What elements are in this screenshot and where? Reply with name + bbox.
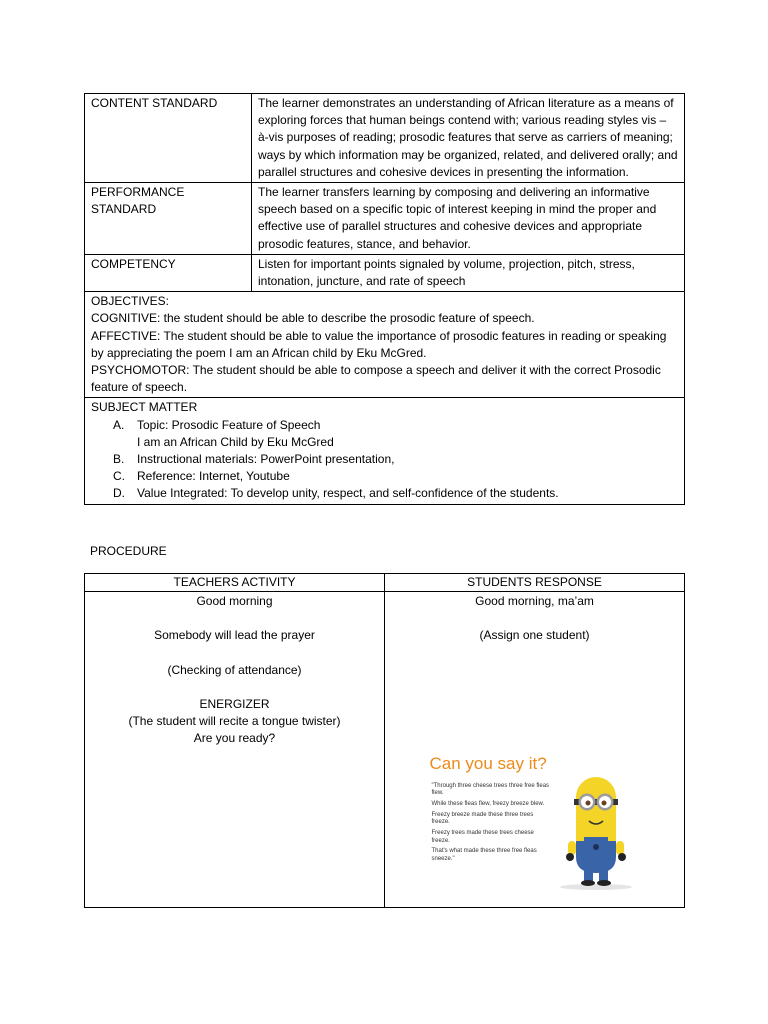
- materials-text: Instructional materials: PowerPoint presentation,: [137, 452, 395, 467]
- content-standard-row: [85, 94, 685, 183]
- objective-cognitive: COGNITIVE: the student should be able to describe the prosodic feature of speech.: [91, 311, 535, 326]
- slide-line: "Through three cheese trees three free fleas flew.: [431, 782, 550, 797]
- teacher-activity-cell: [85, 592, 385, 908]
- teacher-ready: Are you ready?: [193, 731, 276, 746]
- content-standard-text: The learner demonstrates an understanding of African literature as a means of exploring forces that human beings contend with; various reading styles vis – à-vis purposes of reading; prosodic features that serve as carriers of meaning; ways by which information may be organized, related, and delivered orally; and parallel structures and cohesive devices in presenting the information.: [252, 94, 685, 183]
- list-item: [113, 417, 678, 451]
- student-prayer: (Assign one student): [479, 628, 590, 643]
- list-marker: C.: [113, 469, 125, 484]
- list-item: [113, 485, 678, 502]
- slide-lines: [432, 783, 552, 867]
- list-marker: D.: [113, 486, 125, 501]
- reference-text: Reference: Internet, Youtube: [137, 469, 290, 484]
- minion-illustration: [550, 771, 642, 891]
- competency-label: COMPETENCY: [85, 254, 252, 291]
- procedure-body-row: [85, 592, 685, 908]
- slide-title: Can you say it?: [429, 753, 547, 773]
- slide-line: While these fleas flew, freezy breeze blew.: [431, 800, 545, 807]
- list-marker: A.: [113, 417, 125, 432]
- procedure-title: PROCEDURE: [90, 544, 167, 558]
- subject-matter-list: [91, 417, 678, 503]
- slide-line: Freezy trees made these trees cheese freeze.: [431, 830, 534, 844]
- performance-standard-text: The learner transfers learning by composing and delivering an informative speech based on a specific topic of interest keeping in mind the proper and effective use of parallel structures and cohesive devices and appropriate prosodic features, stance, and behavior.: [252, 183, 685, 255]
- teacher-energizer: ENERGIZER: [199, 696, 270, 711]
- students-response-header: STUDENTS RESPONSE: [385, 574, 685, 592]
- teacher-prayer: Somebody will lead the prayer: [154, 628, 315, 643]
- list-item: [113, 451, 678, 468]
- topic-text: Topic: Prosodic Feature of Speech: [137, 417, 321, 432]
- student-greeting: Good morning, ma’am: [475, 594, 594, 609]
- list-item: [113, 468, 678, 485]
- subject-matter-heading: SUBJECT MATTER: [91, 400, 198, 415]
- objectives-cell: [85, 292, 685, 398]
- competency-text: Listen for important points signaled by volume, projection, pitch, stress, intonation, juncture, and rate of speech: [252, 254, 685, 291]
- student-response-cell: [385, 592, 685, 908]
- performance-standard-row: [85, 183, 685, 255]
- tongue-twister-slide: [420, 751, 650, 901]
- topic-sub-text: I am an African Child by Eku McGred: [137, 434, 334, 449]
- subject-matter-cell: [85, 398, 685, 504]
- objectives-row: [85, 292, 685, 398]
- teacher-attendance: (Checking of attendance): [167, 662, 302, 677]
- content-standard-label: CONTENT STANDARD: [85, 94, 252, 183]
- procedure-header-row: [85, 574, 685, 592]
- performance-standard-label: PERFORMANCE STANDARD: [85, 183, 252, 255]
- value-text: Value Integrated: To develop unity, respect, and self-confidence of the students.: [137, 486, 559, 501]
- objective-affective: AFFECTIVE: The student should be able to value the importance of prosodic features in reading or speaking by appreciating the poem I am an African child by Eku McGred.: [91, 328, 667, 360]
- teacher-greeting: Good morning: [196, 594, 273, 609]
- teachers-activity-header: TEACHERS ACTIVITY: [85, 574, 385, 592]
- teacher-energizer-desc: (The student will recite a tongue twister): [128, 714, 341, 729]
- slide-line: Freezy breeze made these three trees freeze.: [431, 811, 534, 826]
- procedure-table: [84, 573, 685, 908]
- competency-row: [85, 254, 685, 291]
- subject-matter-row: [85, 398, 685, 504]
- standards-table: [84, 93, 685, 505]
- objective-psychomotor: PSYCHOMOTOR: The student should be able to compose a speech and deliver it with the correct Prosodic feature of speech.: [91, 363, 661, 395]
- slide-line: That's what made these three free fleas sneeze.": [431, 848, 537, 862]
- objectives-heading: OBJECTIVES:: [91, 294, 170, 309]
- list-marker: B.: [113, 452, 125, 467]
